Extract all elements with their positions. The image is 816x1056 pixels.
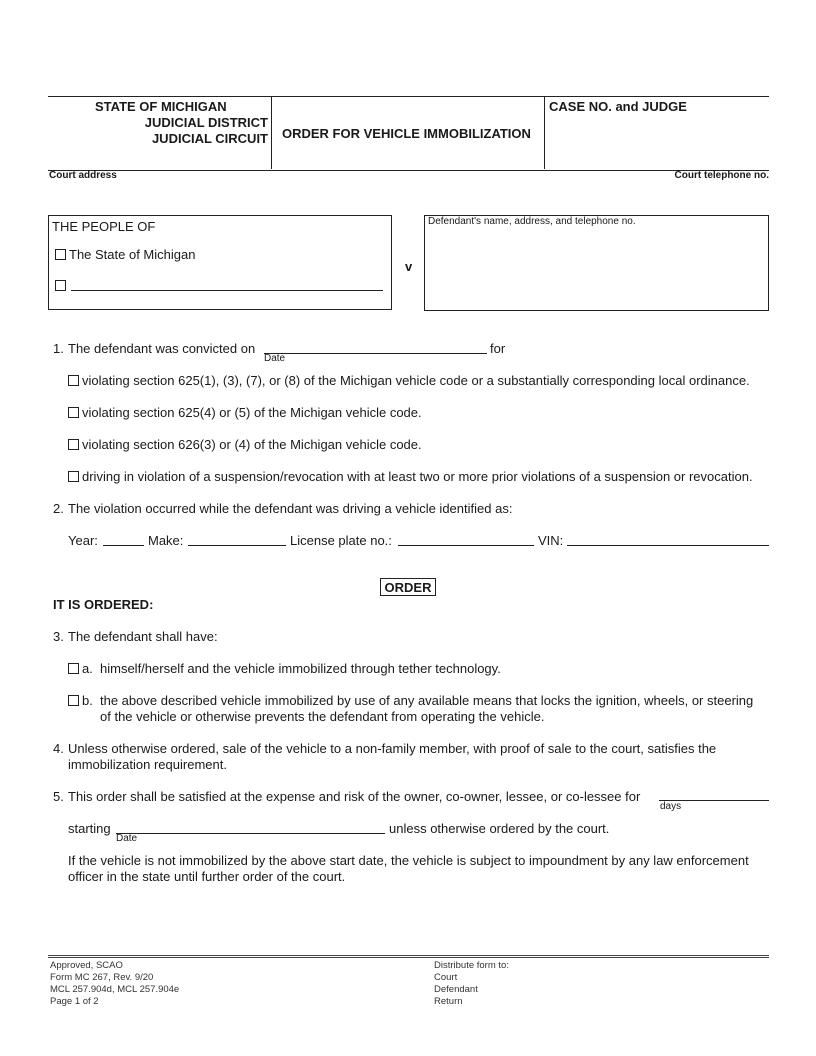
item3b-text-line1: the above described vehicle immobilized by use of any available means that locks the ignition, wheels, or steering bbox=[100, 693, 754, 708]
item5-text: This order shall be satisfied at the expense and risk of the owner, co-owner, lessee, or co-lessee for bbox=[68, 789, 641, 804]
other-plaintiff-checkbox[interactable] bbox=[55, 280, 66, 291]
other-plaintiff-option[interactable] bbox=[55, 278, 69, 294]
unless-ordered-text: unless otherwise ordered by the court. bbox=[389, 821, 610, 836]
header-divider-left bbox=[271, 96, 272, 169]
license-plate-label: License plate no.: bbox=[290, 533, 392, 548]
impoundment-text-line2: officer in the state until further order of the court. bbox=[68, 869, 346, 884]
item3a-checkbox[interactable] bbox=[68, 663, 79, 674]
violation-checkbox-2[interactable] bbox=[68, 407, 79, 418]
license-plate-field[interactable] bbox=[398, 545, 534, 546]
footer-distribute-defendant: Defendant bbox=[434, 984, 478, 995]
violation-label-4: driving in violation of a suspension/revocation with at least two or more prior violations of a suspension or revocation. bbox=[82, 469, 753, 484]
item5-number: 5. bbox=[53, 789, 64, 804]
court-telephone-label: Court telephone no. bbox=[674, 170, 769, 181]
vin-label: VIN: bbox=[538, 533, 564, 548]
item3a-letter: a. bbox=[82, 661, 93, 676]
violation-checkbox-3[interactable] bbox=[68, 439, 79, 450]
starting-date-caption: Date bbox=[116, 833, 138, 844]
make-label: Make: bbox=[148, 533, 184, 548]
state-option-label: The State of Michigan bbox=[69, 247, 196, 262]
footer-approved: Approved, SCAO bbox=[50, 960, 123, 971]
violation-option-1[interactable] bbox=[68, 373, 750, 389]
footer-distribute-return: Return bbox=[434, 996, 463, 1007]
violation-label-3: violating section 626(3) or (4) of the Michigan vehicle code. bbox=[82, 437, 422, 452]
state-checkbox[interactable] bbox=[55, 249, 66, 260]
make-field[interactable] bbox=[188, 545, 286, 546]
item3b-letter: b. bbox=[82, 693, 93, 708]
it-is-ordered-label: IT IS ORDERED: bbox=[53, 597, 154, 612]
conviction-date-line[interactable] bbox=[264, 353, 487, 354]
footer-page-number: Page 1 of 2 bbox=[50, 996, 99, 1007]
violation-label-2: violating section 625(4) or (5) of the Michigan vehicle code. bbox=[82, 405, 422, 420]
violation-checkbox-4[interactable] bbox=[68, 471, 79, 482]
violation-option-2[interactable] bbox=[68, 405, 422, 421]
court-name-line3: JUDICIAL CIRCUIT bbox=[151, 131, 268, 146]
violation-option-3[interactable] bbox=[68, 437, 422, 453]
footer-right bbox=[434, 960, 509, 1008]
item1-text: The defendant was convicted on bbox=[68, 341, 256, 356]
court-name-line1: STATE OF MICHIGAN bbox=[95, 99, 227, 114]
violation-label-1: violating section 625(1), (3), (7), or (8) of the Michigan vehicle code or a substantially corresponding local ordinance. bbox=[82, 373, 750, 388]
form-title: ORDER FOR VEHICLE IMMOBILIZATION bbox=[282, 126, 531, 141]
item3b-option[interactable] bbox=[68, 693, 93, 709]
footer-left bbox=[50, 960, 179, 1008]
year-label: Year: bbox=[68, 533, 98, 548]
year-field[interactable] bbox=[103, 545, 144, 546]
people-of-label: THE PEOPLE OF bbox=[52, 219, 156, 234]
court-name-line2: JUDICIAL DISTRICT bbox=[144, 115, 268, 130]
item1-for: for bbox=[490, 341, 506, 356]
item2-number: 2. bbox=[53, 501, 64, 516]
item3-text: The defendant shall have: bbox=[68, 629, 218, 644]
other-plaintiff-line[interactable] bbox=[71, 290, 383, 291]
court-address-label: Court address bbox=[49, 170, 117, 181]
conviction-date-caption: Date bbox=[264, 353, 286, 364]
item3a-text: himself/herself and the vehicle immobilized through tether technology. bbox=[100, 661, 501, 676]
item2-text: The violation occurred while the defendant was driving a vehicle identified as: bbox=[68, 501, 513, 516]
item4-number: 4. bbox=[53, 741, 64, 756]
impoundment-text-line1: If the vehicle is not immobilized by the above start date, the vehicle is subject to impoundment by any law enforcement bbox=[68, 853, 749, 868]
defendant-box[interactable] bbox=[424, 215, 769, 311]
case-number-label: CASE NO. and JUDGE bbox=[549, 99, 687, 114]
header-divider-right bbox=[544, 96, 545, 169]
footer-mcl: MCL 257.904d, MCL 257.904e bbox=[50, 984, 180, 995]
item3b-checkbox[interactable] bbox=[68, 695, 79, 706]
violation-option-4[interactable] bbox=[68, 469, 753, 485]
item4-text-line1: Unless otherwise ordered, sale of the vehicle to a non-family member, with proof of sale to the court, satisfies the bbox=[68, 741, 717, 756]
item3a-option[interactable] bbox=[68, 661, 93, 677]
violation-checkbox-1[interactable] bbox=[68, 375, 79, 386]
starting-label: starting bbox=[68, 821, 111, 836]
order-heading: ORDER bbox=[380, 578, 436, 596]
item4-text-line2: immobilization requirement. bbox=[68, 757, 227, 772]
item3b-text-line2: of the vehicle or otherwise prevents the defendant from operating the vehicle. bbox=[100, 709, 545, 724]
starting-date-field[interactable] bbox=[116, 833, 385, 834]
footer-form-number: Form MC 267, Rev. 9/20 bbox=[50, 972, 154, 983]
footer-distribute-label: Distribute form to: bbox=[434, 960, 509, 971]
item1-number: 1. bbox=[53, 341, 64, 356]
vin-field[interactable] bbox=[567, 545, 769, 546]
days-caption: days bbox=[660, 801, 682, 812]
versus-label: v bbox=[405, 259, 413, 274]
footer-distribute-court: Court bbox=[434, 972, 458, 983]
footer-rule bbox=[48, 955, 769, 958]
defendant-info-label: Defendant's name, address, and telephone no. bbox=[428, 216, 636, 227]
item3-number: 3. bbox=[53, 629, 64, 644]
state-of-michigan-option[interactable] bbox=[55, 247, 195, 263]
